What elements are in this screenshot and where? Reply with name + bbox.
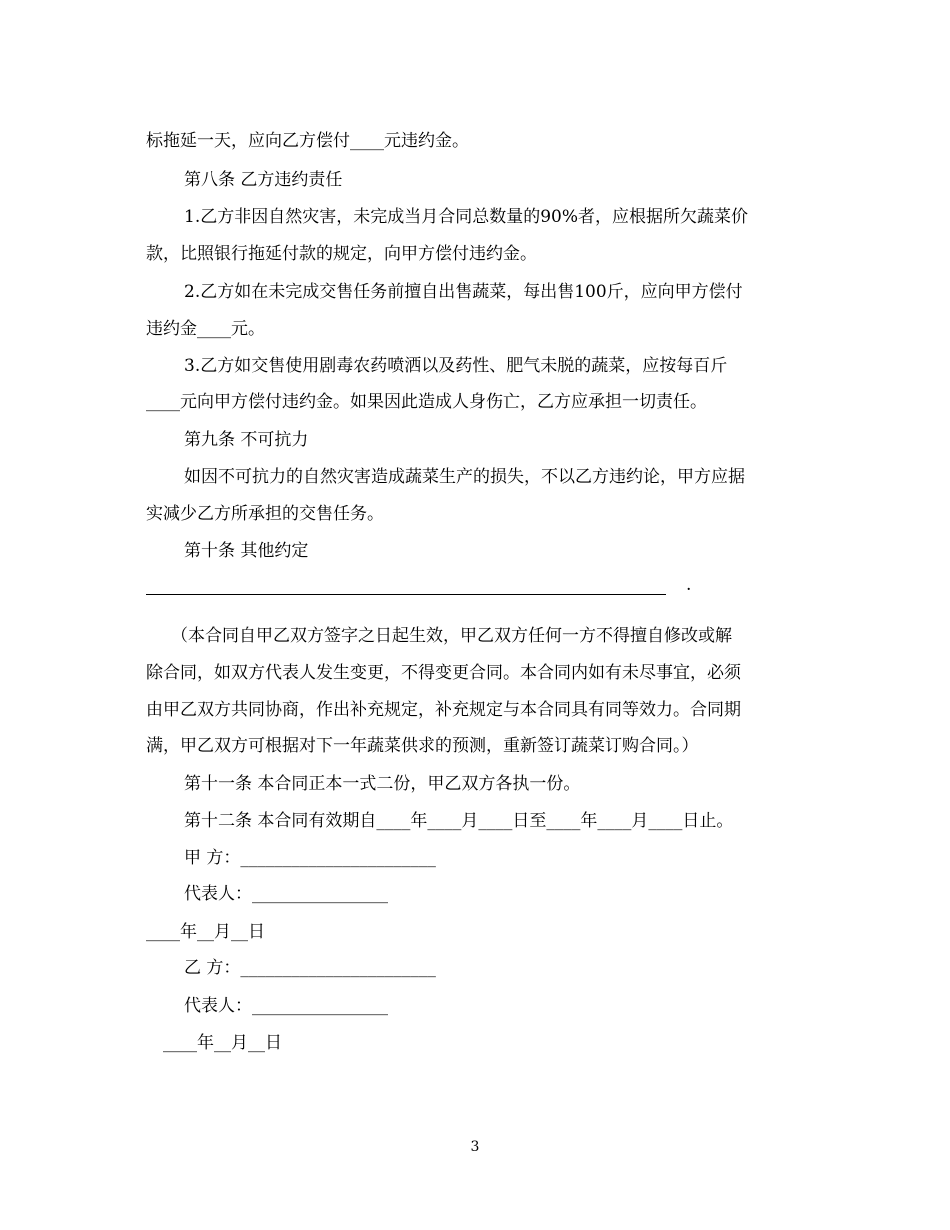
article-8-heading: 第八条 乙方违约责任 [184, 170, 343, 190]
text-line: 款，比照银行拖延付款的规定，向甲方偿付违约金。 [146, 244, 537, 264]
text-line: （本合同自甲乙双方签字之日起生效，甲乙双方任何一方不得擅自修改或解 [171, 626, 732, 646]
text-line: 如因不可抗力的自然灾害造成蔬菜生产的损失，不以乙方违约论，甲方应据 [184, 467, 745, 487]
text-line: 标拖延一天，应向乙方偿付____元违约金。 [146, 131, 469, 151]
party-a-date: ____年__月__日 [146, 922, 265, 942]
text-line: 实减少乙方所承担的交售任务。 [146, 504, 384, 524]
other-terms-end-mark: . [686, 575, 692, 595]
party-b-signature: 乙 方：_______________________ [184, 958, 436, 978]
text-line: ____元向甲方偿付违约金。如果因此造成人身伤亡，乙方应承担一切责任。 [146, 392, 707, 412]
party-a-representative: 代表人：________________ [184, 884, 388, 904]
page-number: 3 [470, 1139, 480, 1155]
text-line: 违约金____元。 [146, 319, 265, 339]
article-12: 第十二条 本合同有效期自____年____月____日至____年____月____日止。 [184, 811, 734, 831]
article-9-heading: 第九条 不可抗力 [184, 430, 309, 450]
text-line: 1.乙方非因自然灾害，未完成当月合同总数量的90%者，应根据所欠蔬菜价 [184, 207, 749, 227]
text-line: 由甲乙双方共同协商，作出补充规定，补充规定与本合同具有同等效力。合同期 [146, 700, 741, 720]
party-b-date: ____年__月__日 [163, 1033, 282, 1053]
article-10-heading: 第十条 其他约定 [184, 541, 309, 561]
article-11: 第十一条 本合同正本一式二份，甲乙双方各执一份。 [184, 774, 581, 794]
party-b-representative: 代表人：________________ [184, 996, 388, 1016]
text-line: 2.乙方如在未完成交售任务前擅自出售蔬菜，每出售100斤，应向甲方偿付 [184, 282, 743, 302]
text-line: 除合同，如双方代表人发生变更，不得变更合同。本合同内如有未尽事宜，必须 [146, 663, 741, 683]
text-line: 满，甲乙双方可根据对下一年蔬菜供求的预测，重新签订蔬菜订购合同。） [146, 736, 699, 756]
text-line: 3.乙方如交售使用剧毒农药喷洒以及药性、肥气未脱的蔬菜，应按每百斤 [184, 356, 728, 376]
party-a-signature: 甲 方：_______________________ [184, 848, 436, 868]
other-terms-blank-line [146, 594, 666, 595]
